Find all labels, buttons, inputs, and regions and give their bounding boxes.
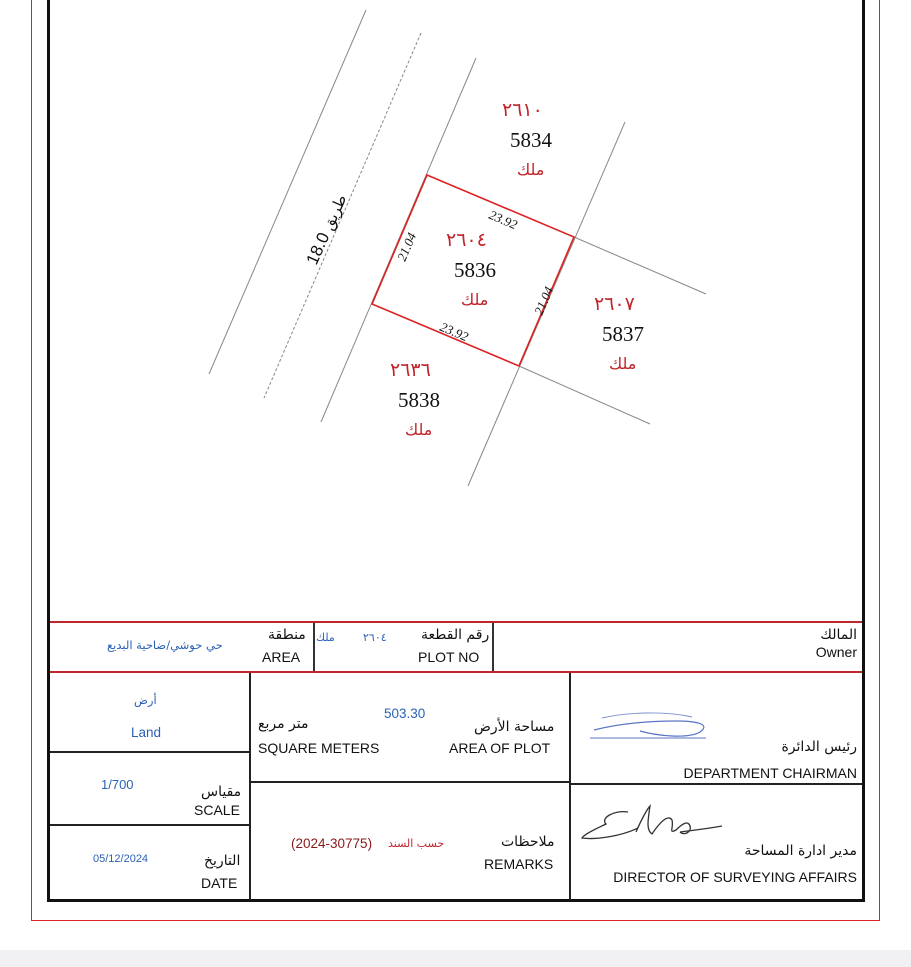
area-plot-label-en: AREA OF PLOT xyxy=(449,740,551,756)
dept-chair-ar: رئيس الدائرة xyxy=(781,739,857,755)
plot-south-arabic-no: ٢٦٣٦ xyxy=(390,359,431,381)
divider xyxy=(569,673,571,900)
dim-left: 21.04 xyxy=(393,230,420,264)
scale-value: 1/700 xyxy=(101,777,134,792)
plot-main-arabic-no: ٢٦٠٤ xyxy=(446,229,487,251)
director-en: DIRECTOR OF SURVEYING AFFAIRS xyxy=(613,869,857,885)
plot-north-type: ملك xyxy=(517,160,545,179)
plot-value-type: ملك xyxy=(316,631,335,644)
plot-east-number: 5837 xyxy=(602,322,644,346)
owner-label-en: Owner xyxy=(815,644,857,660)
road-edge-west xyxy=(209,10,366,374)
sqm-label-ar: متر مربع xyxy=(258,716,309,732)
remarks-label-en: REMARKS xyxy=(484,856,554,872)
remarks-prefix-ar: حسب السند xyxy=(388,837,445,850)
road-width: 18.0 xyxy=(302,229,334,268)
divider xyxy=(250,781,570,783)
plot-south-type: ملك xyxy=(405,420,433,439)
divider xyxy=(50,824,250,826)
boundary-line xyxy=(519,366,650,424)
plot-east-type: ملك xyxy=(609,354,637,373)
remarks-label-ar: ملاحظات xyxy=(501,834,555,850)
land-type-en: Land xyxy=(131,725,162,740)
plot-north-arabic-no: ٢٦١٠ xyxy=(502,99,543,121)
road-label-ar: طريق xyxy=(318,191,351,233)
plot-value-no: ٢٦٠٤ xyxy=(363,631,387,644)
area-label-en: AREA xyxy=(262,649,301,665)
divider xyxy=(570,783,862,785)
plot-main-type: ملك xyxy=(461,290,489,309)
dim-right: 21.04 xyxy=(530,284,557,318)
area-plot-label-ar: مساحة الأرض xyxy=(474,719,555,735)
date-label-en: DATE xyxy=(201,875,238,891)
plot-east-arabic-no: ٢٦٠٧ xyxy=(594,293,635,315)
area-label-ar: منطقة xyxy=(268,627,306,643)
divider xyxy=(50,751,250,753)
divider xyxy=(313,623,315,671)
owner-label-ar: المالك xyxy=(820,627,857,643)
dim-top: 23.92 xyxy=(486,206,520,233)
scale-label-en: SCALE xyxy=(194,802,240,818)
director-ar: مدير ادارة المساحة xyxy=(744,843,857,859)
area-value: حي حوشي/ضاحية البديع xyxy=(107,638,223,652)
plot-north-number: 5834 xyxy=(510,128,552,152)
remarks-ref: (2024-30775) xyxy=(291,836,373,851)
area-plot-value: 503.30 xyxy=(384,706,426,721)
divider xyxy=(492,623,494,671)
road-label xyxy=(303,191,351,267)
plot-main-number: 5836 xyxy=(454,258,496,282)
director-signature xyxy=(576,800,726,846)
chairman-signature xyxy=(588,708,718,744)
date-value: 05/12/2024 xyxy=(93,853,149,865)
scale-label-ar: مقياس xyxy=(201,784,242,800)
dim-bottom: 23.92 xyxy=(437,318,471,345)
dept-chair-en: DEPARTMENT CHAIRMAN xyxy=(683,765,857,781)
boundary-line xyxy=(574,237,706,294)
divider xyxy=(249,673,251,900)
land-type-ar: أرض xyxy=(134,693,157,707)
sqm-label-en: SQUARE METERS xyxy=(258,740,380,756)
date-label-ar: التاريخ xyxy=(204,853,241,869)
plot-south-number: 5838 xyxy=(398,388,440,412)
plot-label-ar: رقم القطعة xyxy=(421,627,490,643)
plot-label-en: PLOT NO xyxy=(418,649,480,665)
